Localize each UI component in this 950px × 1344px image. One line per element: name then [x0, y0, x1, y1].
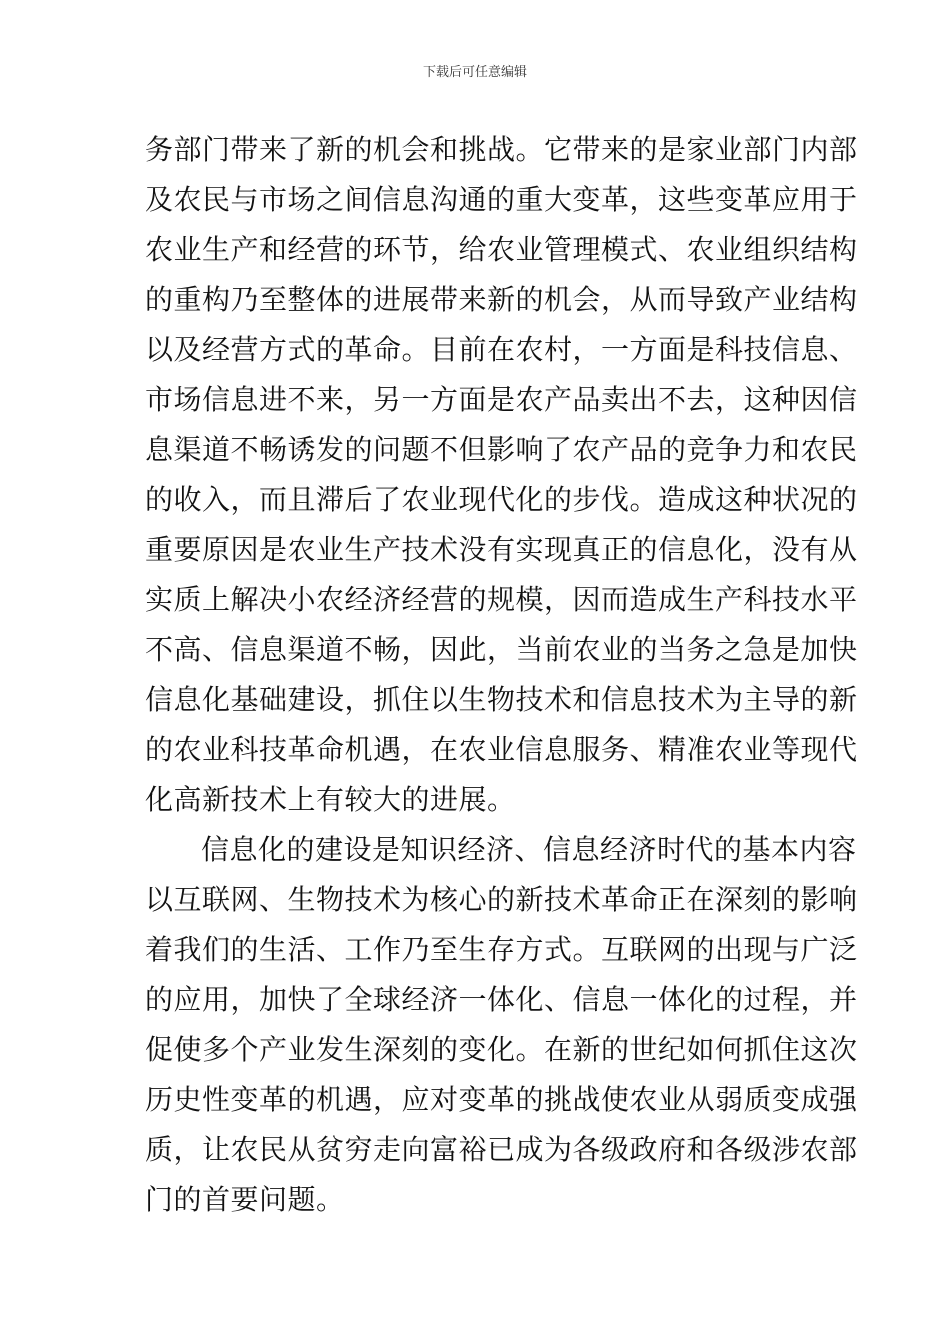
text-line: 的农业科技革命机遇，在农业信息服务、精准农业等现代	[145, 733, 858, 766]
text-line: 农业生产和经营的环节，给农业管理模式、农业组织结构	[145, 233, 858, 266]
text-line: 信息化的建设是知识经济、信息经济时代的基本内容	[201, 833, 857, 866]
text-line: 的收入，而且滞后了农业现代化的步伐。造成这种状况的	[145, 483, 858, 516]
text-line: 实质上解决小农经济经营的规模，因而造成生产科技水平	[145, 583, 858, 616]
text-line: 不高、信息渠道不畅，因此，当前农业的当务之急是加快	[145, 633, 858, 666]
text-line: 息渠道不畅诱发的问题不但影响了农产品的竞争力和农民	[145, 433, 858, 466]
text-line: 的应用，加快了全球经济一体化、信息一体化的过程，并	[145, 983, 858, 1016]
paragraph-2	[145, 825, 858, 1225]
text-line: 门的首要问题。	[145, 1183, 345, 1216]
text-line: 质，让农民从贫穷走向富裕已成为各级政府和各级涉农部	[145, 1133, 858, 1166]
text-line: 以互联网、生物技术为核心的新技术革命正在深刻的影响	[145, 883, 858, 916]
text-line: 重要原因是农业生产技术没有实现真正的信息化，没有从	[145, 533, 858, 566]
text-line: 信息化基础建设，抓住以生物技术和信息技术为主导的新	[145, 683, 858, 716]
text-line: 市场信息进不来，另一方面是农产品卖出不去，这种因信	[145, 383, 858, 416]
text-line: 及农民与市场之间信息沟通的重大变革，这些变革应用于	[145, 183, 858, 216]
document-body	[145, 125, 858, 1225]
text-line: 的重构乃至整体的进展带来新的机会，从而导致产业结构	[145, 283, 858, 316]
text-line: 以及经营方式的革命。目前在农村，一方面是科技信息、	[145, 333, 858, 366]
text-line: 促使多个产业发生深刻的变化。在新的世纪如何抓住这次	[145, 1033, 858, 1066]
text-line: 着我们的生活、工作乃至生存方式。互联网的出现与广泛	[145, 933, 858, 966]
page-header: 下载后可任意编辑	[422, 65, 527, 80]
text-line: 历史性变革的机遇，应对变革的挑战使农业从弱质变成强	[145, 1083, 858, 1116]
text-line: 务部门带来了新的机会和挑战。它带来的是家业部门内部	[145, 133, 858, 166]
text-line: 化高新技术上有较大的进展。	[145, 783, 516, 816]
paragraph-1	[145, 125, 858, 825]
